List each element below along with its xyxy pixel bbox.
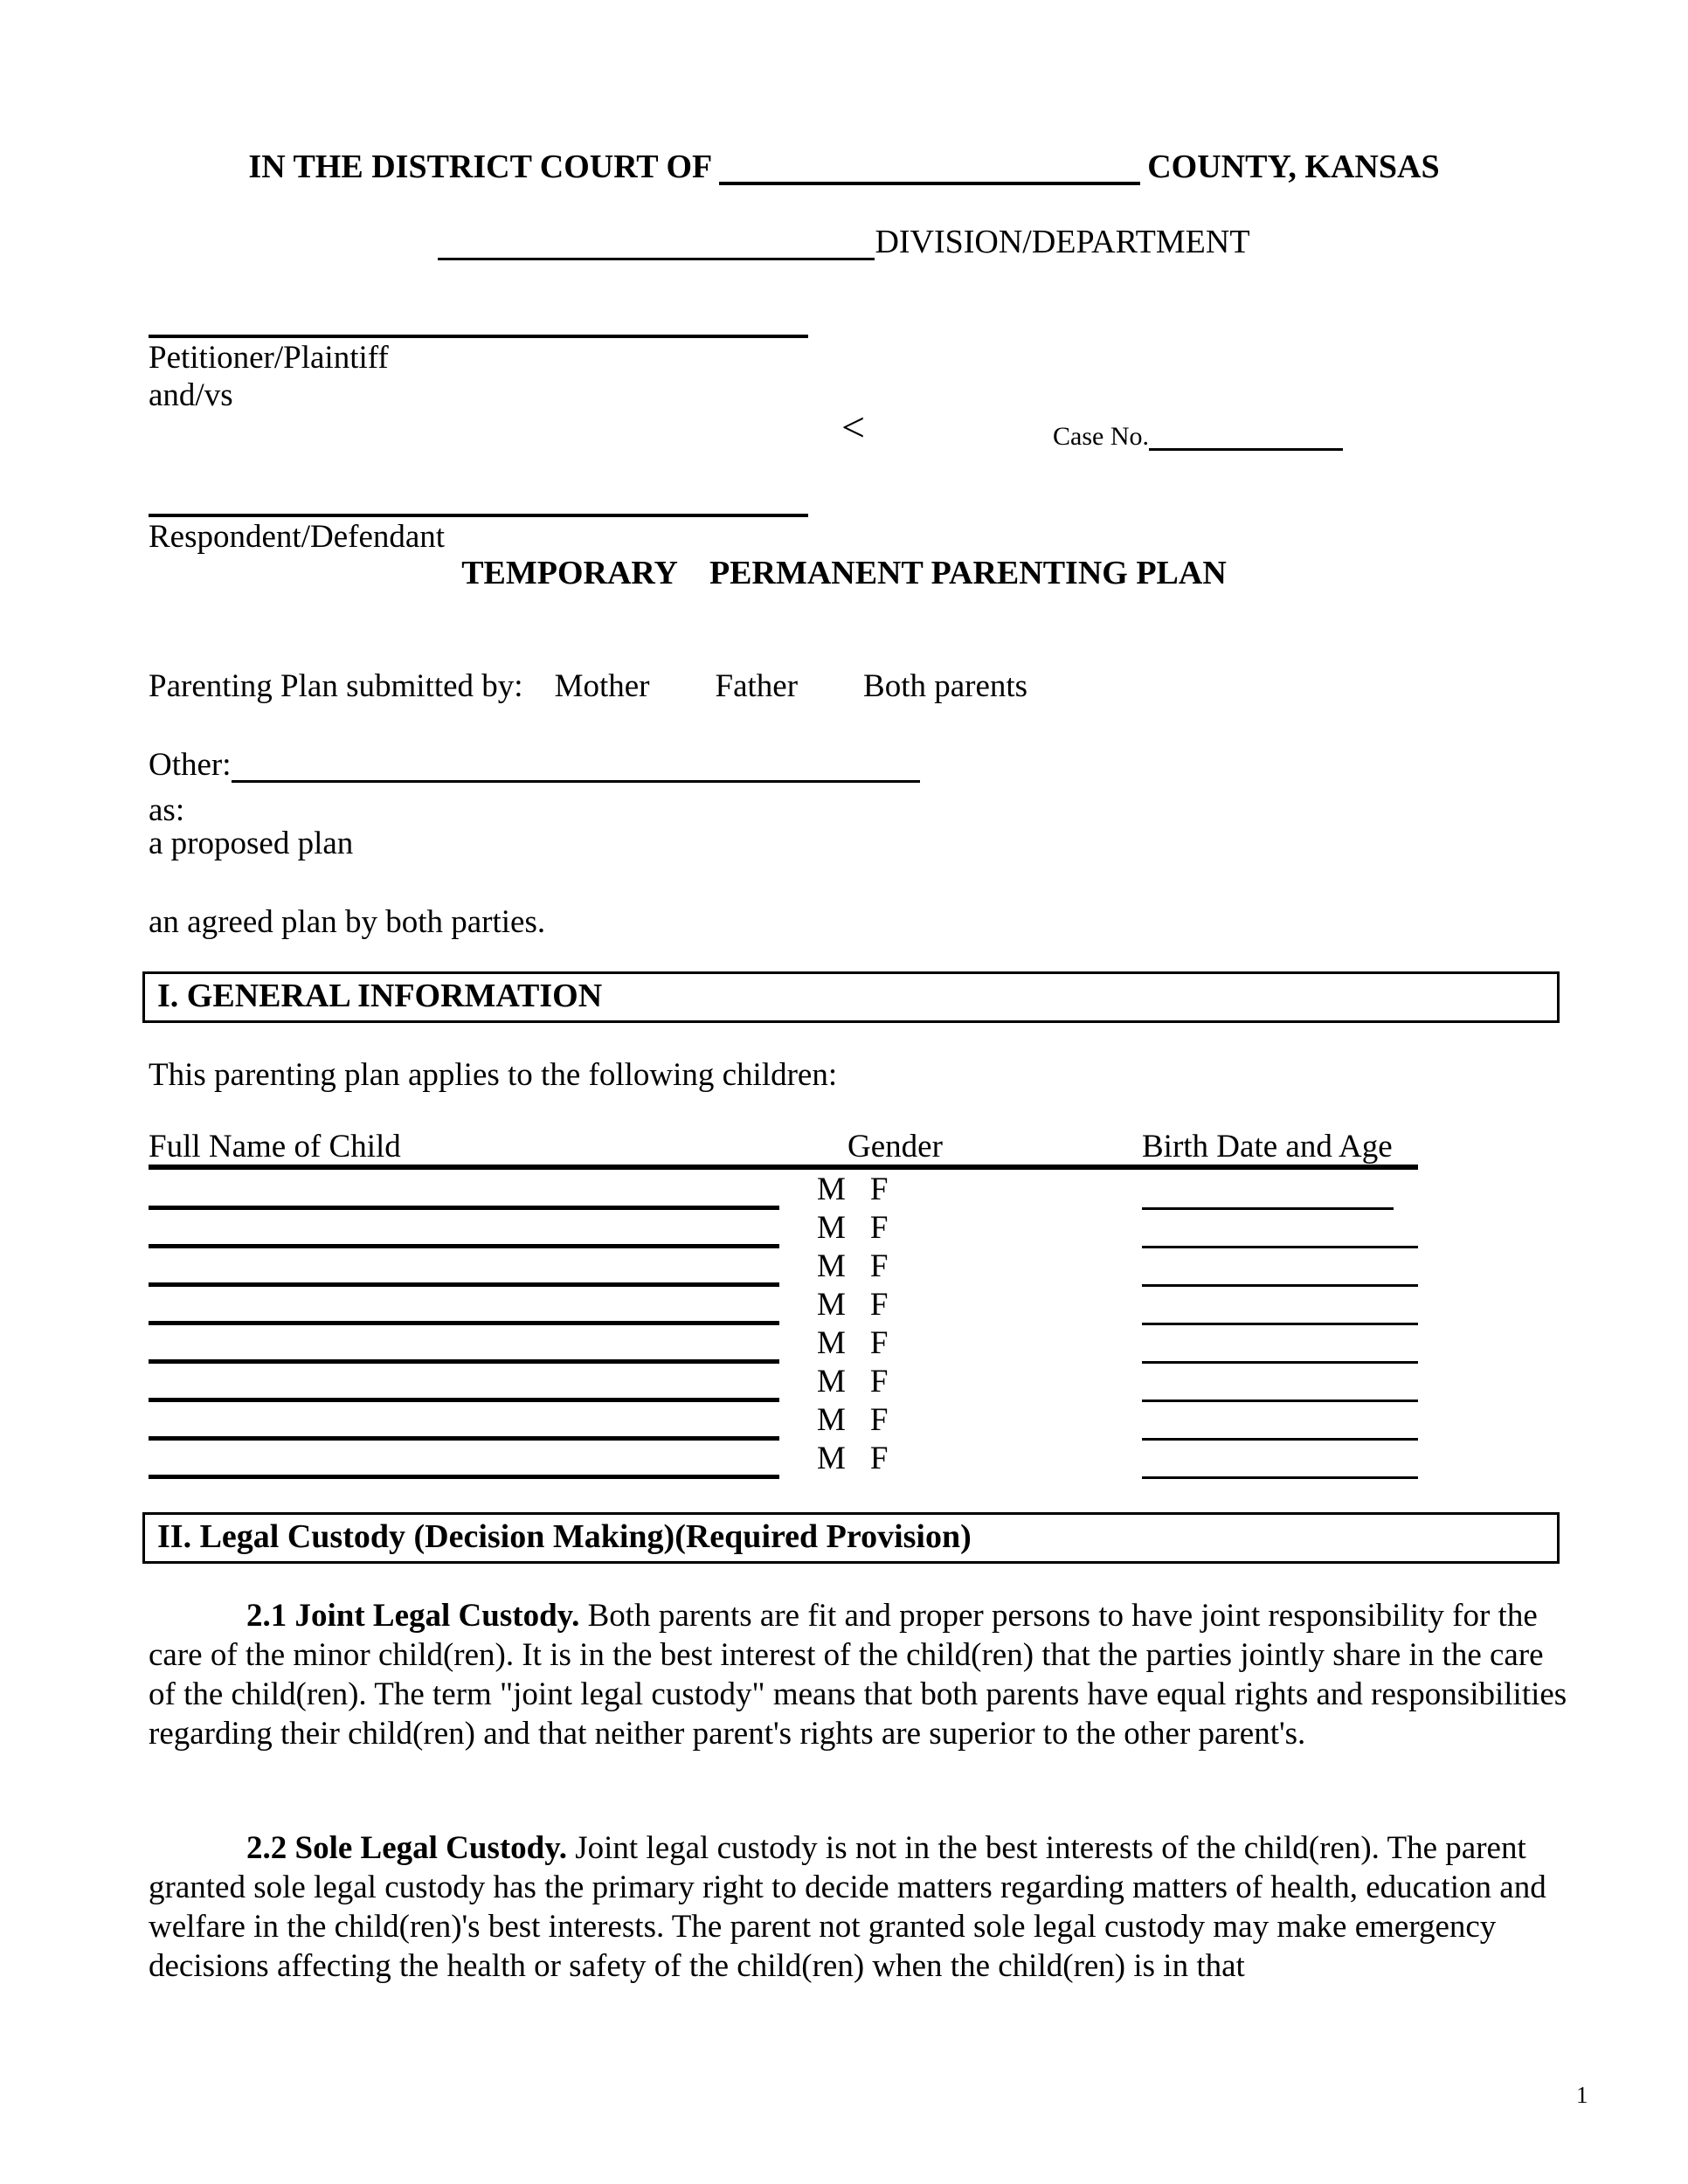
- court-header-suffix: COUNTY, KANSAS: [1147, 149, 1440, 185]
- section1-heading: I. GENERAL INFORMATION: [157, 978, 603, 1014]
- gender-female-option[interactable]: F: [869, 1171, 889, 1207]
- county-blank-field[interactable]: [719, 180, 1140, 185]
- col-header-birthdate: Birth Date and Age: [1142, 1129, 1393, 1165]
- as-label: as:: [149, 792, 185, 828]
- court-header-line: [0, 148, 1688, 186]
- case-number-row: [1053, 422, 1343, 452]
- section1-heading-box: [142, 971, 1560, 1023]
- other-label: Other:: [149, 747, 232, 783]
- birthdate-cell: [1142, 1362, 1418, 1402]
- gender-male-option[interactable]: M: [817, 1171, 846, 1207]
- gender-female-option[interactable]: F: [869, 1364, 889, 1400]
- para22-lead: 2.2 Sole Legal Custody.: [246, 1830, 567, 1866]
- birthdate-cell: [1142, 1208, 1418, 1248]
- other-row: [149, 746, 920, 784]
- para21-lead: 2.1 Joint Legal Custody.: [246, 1598, 580, 1634]
- gender-male-option[interactable]: M: [817, 1441, 846, 1476]
- submitted-by-father-option[interactable]: Father: [715, 668, 799, 704]
- submitted-by-mother-option[interactable]: Mother: [554, 668, 650, 704]
- gender-male-option[interactable]: M: [817, 1248, 846, 1284]
- title-temporary-option[interactable]: TEMPORARY: [461, 555, 678, 591]
- child-row: [149, 1170, 1418, 1208]
- section1-intro: This parenting plan applies to the following children:: [149, 1057, 838, 1093]
- child-name-field[interactable]: [149, 1285, 779, 1325]
- gender-female-option[interactable]: F: [869, 1210, 889, 1246]
- page-number: 1: [1576, 2082, 1588, 2108]
- title-permanent-option[interactable]: PERMANENT PARENTING PLAN: [709, 555, 1227, 591]
- court-header-prefix: IN THE DISTRICT COURT OF: [248, 149, 713, 185]
- birthdate-cell: [1142, 1247, 1418, 1287]
- gender-options: [779, 1247, 1142, 1287]
- division-line: [0, 223, 1688, 261]
- gender-options: [779, 1324, 1142, 1364]
- para22-body: Joint legal custody is not in the best interests of the child(ren). The parent granted sole legal custody has the primary right to decide matters regarding matters of health, education and welfare in the child(ren)'s best interests. The parent not granted sole legal custody may make emergency decisions affecting the health or safety of the child(ren) when the child(ren) is in that: [149, 1830, 1546, 1984]
- para21-body: Both parents are fit and proper persons to have joint responsibility for the care of the minor child(ren). It is in the best interest of the child(ren) that the parties jointly share in the care of the child(ren). The term "joint legal custody" means that both parents have equal rights and responsibilities regarding their child(ren) and that neither parent's rights are superior to the other parent's.: [149, 1598, 1567, 1752]
- division-blank-field[interactable]: [438, 256, 875, 260]
- birthdate-cell: [1142, 1439, 1418, 1479]
- child-name-field[interactable]: [149, 1170, 779, 1210]
- gender-female-option[interactable]: F: [869, 1325, 889, 1361]
- division-label: DIVISION/DEPARTMENT: [875, 224, 1250, 260]
- child-name-field[interactable]: [149, 1208, 779, 1248]
- child-row: [149, 1208, 1418, 1247]
- case-number-field[interactable]: [1149, 446, 1343, 451]
- child-row: [149, 1285, 1418, 1324]
- and-vs-label: and/vs: [149, 377, 233, 413]
- child-row: [149, 1400, 1418, 1439]
- gender-options: [779, 1362, 1142, 1402]
- petitioner-label: Petitioner/Plaintiff: [149, 340, 389, 376]
- gender-female-option[interactable]: F: [869, 1441, 889, 1476]
- child-name-field[interactable]: [149, 1400, 779, 1441]
- children-table: [149, 1130, 1418, 1477]
- birthdate-cell: [1142, 1324, 1418, 1364]
- gender-female-option[interactable]: F: [869, 1248, 889, 1284]
- submitted-by-both-option[interactable]: Both parents: [863, 668, 1028, 704]
- child-name-field[interactable]: [149, 1247, 779, 1287]
- gender-male-option[interactable]: M: [817, 1402, 846, 1438]
- col-header-name: Full Name of Child: [149, 1129, 401, 1165]
- paragraph-joint-legal-custody: [149, 1596, 1568, 1753]
- case-number-label: Case No.: [1053, 422, 1149, 451]
- other-blank-field[interactable]: [232, 778, 920, 783]
- gender-female-option[interactable]: F: [869, 1402, 889, 1438]
- gender-options: [779, 1439, 1142, 1479]
- birthdate-cell: [1142, 1170, 1418, 1210]
- child-name-field[interactable]: [149, 1324, 779, 1364]
- child-row: [149, 1362, 1418, 1400]
- gender-options: [779, 1170, 1142, 1210]
- petitioner-name-field[interactable]: [149, 335, 808, 338]
- birthdate-cell: [1142, 1285, 1418, 1325]
- document-title: [0, 554, 1688, 592]
- caption-bracket-icon: <: [841, 404, 866, 451]
- section2-heading-box: [142, 1512, 1560, 1564]
- submitted-by-row: [149, 667, 1027, 705]
- proposed-plan-option[interactable]: a proposed plan: [149, 826, 354, 861]
- gender-male-option[interactable]: M: [817, 1287, 846, 1323]
- gender-options: [779, 1208, 1142, 1248]
- birthdate-cell: [1142, 1400, 1418, 1441]
- gender-options: [779, 1285, 1142, 1325]
- child-row: [149, 1247, 1418, 1285]
- gender-options: [779, 1400, 1142, 1441]
- child-name-field[interactable]: [149, 1362, 779, 1402]
- agreed-plan-option[interactable]: an agreed plan by both parties.: [149, 904, 546, 940]
- respondent-label: Respondent/Defendant: [149, 519, 446, 555]
- gender-male-option[interactable]: M: [817, 1325, 846, 1361]
- submitted-by-label: Parenting Plan submitted by:: [149, 668, 523, 704]
- section2-heading: II. Legal Custody (Decision Making)(Required Provision): [157, 1518, 972, 1555]
- birthdate-field[interactable]: [1142, 1476, 1418, 1479]
- child-row: [149, 1324, 1418, 1362]
- paragraph-sole-legal-custody: [149, 1828, 1568, 1986]
- child-name-field[interactable]: [149, 1439, 779, 1479]
- col-header-gender: Gender: [847, 1129, 943, 1165]
- gender-male-option[interactable]: M: [817, 1364, 846, 1400]
- children-table-header: [149, 1130, 1418, 1170]
- gender-male-option[interactable]: M: [817, 1210, 846, 1246]
- child-row: [149, 1439, 1418, 1477]
- children-table-rows: [149, 1170, 1418, 1477]
- respondent-name-field[interactable]: [149, 514, 808, 517]
- gender-female-option[interactable]: F: [869, 1287, 889, 1323]
